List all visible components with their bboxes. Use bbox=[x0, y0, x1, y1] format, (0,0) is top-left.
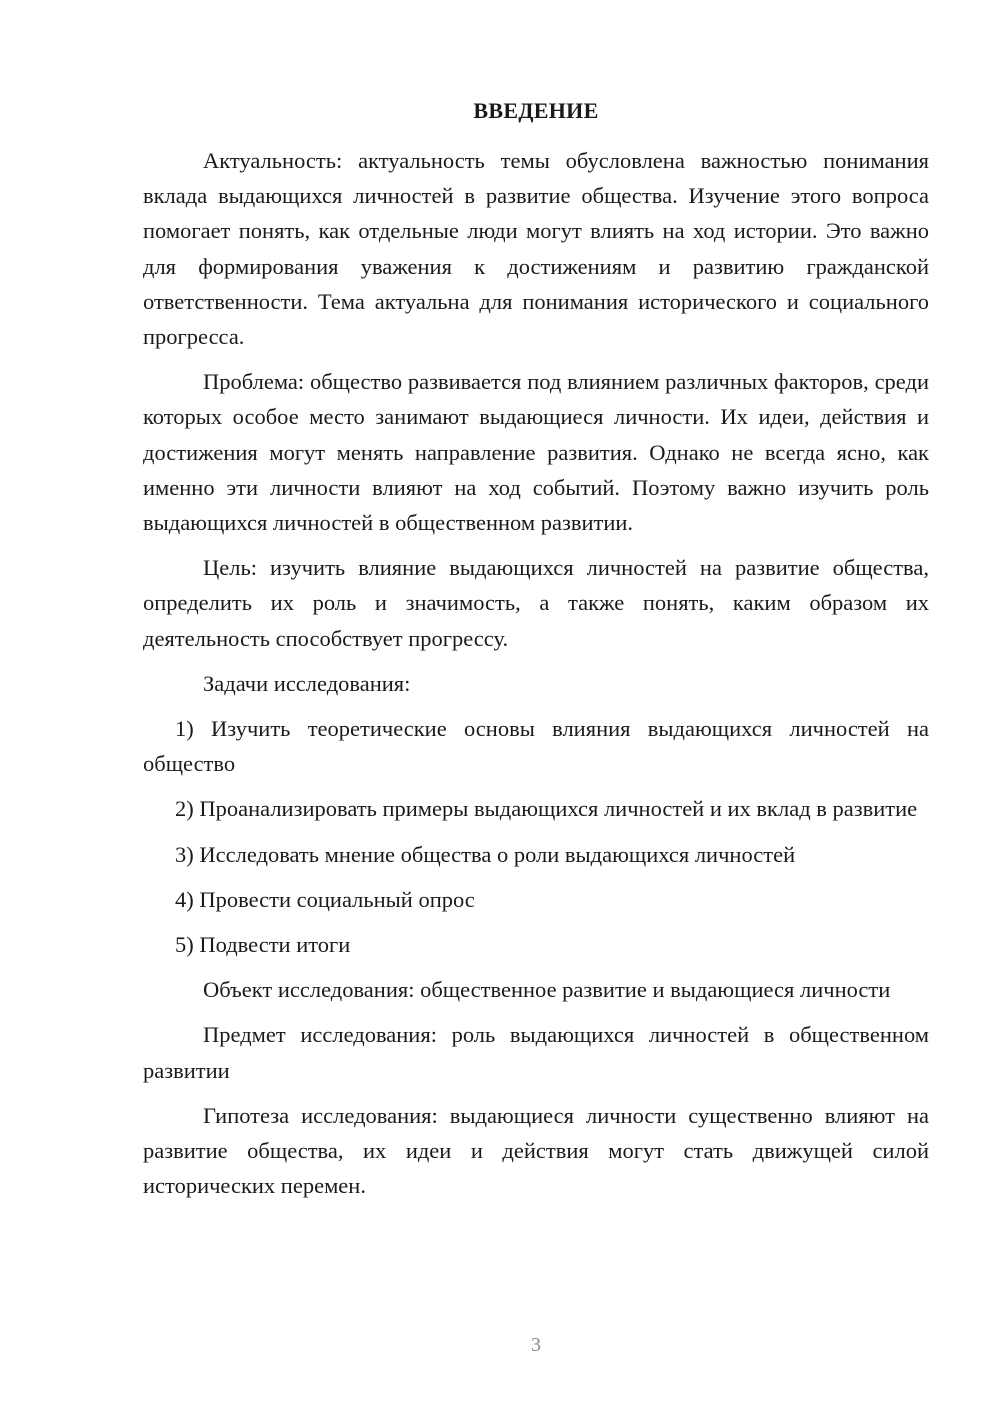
task-item-5: 5) Подвести итоги bbox=[175, 932, 351, 958]
task-item-2: 2) Проанализировать примеры выдающихся личностей и их вклад в развитие bbox=[175, 796, 918, 822]
task-item-4: 4) Провести социальный опрос bbox=[175, 886, 475, 912]
paragraph-hypothesis: Гипотеза исследования: выдающиеся личности существенно влияют на развитие общества, их идеи и действия могут стать движущей силой исторических перемен. bbox=[143, 1102, 929, 1199]
page-title: ВВЕДЕНИЕ bbox=[473, 98, 599, 123]
document-body bbox=[143, 143, 929, 1213]
paragraph-goal: Цель: изучить влияние выдающихся личностей на развитие общества, определить их роль и значимость, а также понять, каким образом их деятельность способствует прогрессу. bbox=[143, 555, 929, 651]
paragraph-problem: Проблема: общество развивается под влиянием различных факторов, среди которых особое место занимают выдающиеся личности. Их идеи, действия и достижения могут менять направление развития. Однако не всегда ясно, как именно эти личности влияют на ход событий. Поэтому важно изучить роль выдающихся личностей в общественном развитии. bbox=[143, 369, 929, 536]
page-number: 3 bbox=[531, 1334, 541, 1356]
task-item-3: 3) Исследовать мнение общества о роли выдающихся личностей bbox=[175, 841, 796, 867]
paragraph-subject: Предмет исследования: роль выдающихся личностей в общественном развитии bbox=[143, 1022, 929, 1083]
paragraph-object: Объект исследования: общественное развитие и выдающиеся личности bbox=[203, 977, 891, 1003]
paragraph-tasks-heading: Задачи исследования: bbox=[203, 670, 411, 696]
task-item-1: 1) Изучить теоретические основы влияния выдающихся личностей на общество bbox=[143, 716, 929, 777]
paragraph-relevance: Актуальность: актуальность темы обусловлена важностью понимания вклада выдающихся личностей в развитие общества. Изучение этого вопроса помогает понять, как отдельные люди могут влиять на ход истории. Это важно для формирования уважения к достижениям и развитию гражданской ответственности. Тема актуальна для понимания исторического и социального прогресса. bbox=[143, 148, 929, 350]
